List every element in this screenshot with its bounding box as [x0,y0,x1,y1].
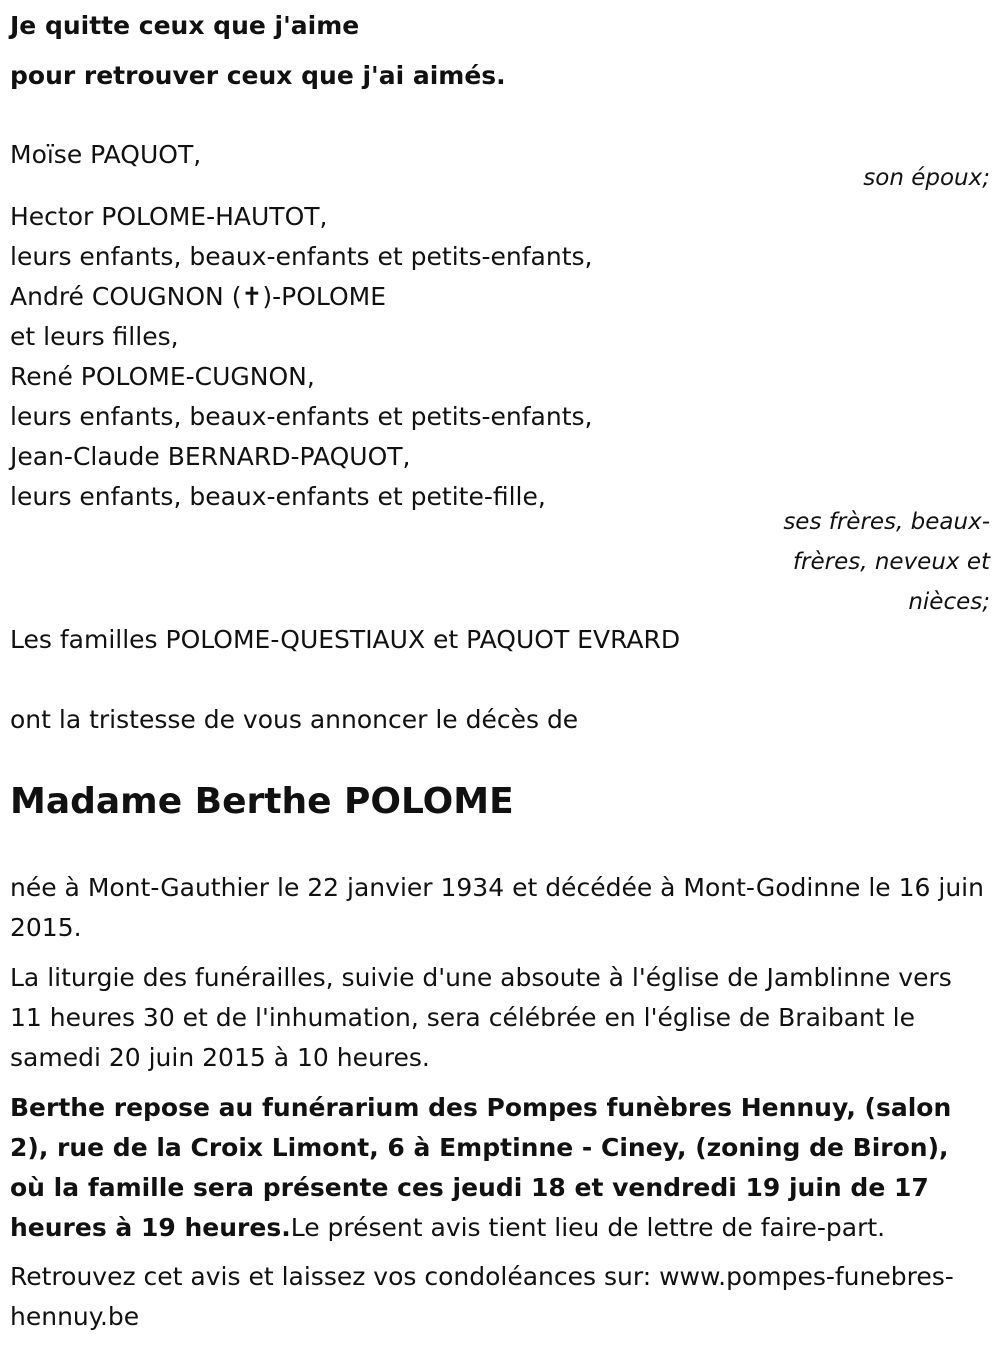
family-list [10,197,592,517]
funerarium-details: Berthe repose au funérarium des Pompes funèbres Hennuy, (salon 2), rue de la Croix Limont, 6 à Emptinne - Ciney, (zoning de Biron), où la famille sera présente ces jeudi 18 et vendredi 19 juin de 17 heures à 19 heures. [10,1093,952,1242]
faire-part-note: Le présent avis tient lieu de lettre de faire-part. [290,1213,886,1242]
family-line: leurs enfants, beaux-enfants et petits-enfants, [10,242,593,271]
announcement: ont la tristesse de vous annoncer le décès de [10,705,579,734]
quote-line-2: pour retrouver ceux que j'ai aimés. [10,61,506,90]
family-line: Hector POLOME-HAUTOT, [10,202,328,231]
family-line: Jean-Claude BERNARD-PAQUOT, [10,442,411,471]
family-line: leurs enfants, beaux-enfants et petits-enfants, [10,402,593,431]
siblings-role-line-3: nièces; [908,589,990,615]
online-condolences: Retrouvez cet avis et laissez vos condoléances sur: www.pompes-funebres-hennuy.be [10,1262,954,1331]
deceased-name: Madame Berthe POLOME [10,781,514,822]
siblings-role-line-1: ses frères, beaux- [783,509,990,535]
siblings-role-line-2: frères, neveux et [792,549,990,575]
liturgy-paragraph: La liturgie des funérailles, suivie d'une absoute à l'église de Jamblinne vers 11 heures 30 et de l'inhumation, sera célébrée en l'église de Braibant le samedi 20 juin 2015 à 10 heures. [10,963,952,1072]
birth-death-paragraph: née à Mont-Gauthier le 22 janvier 1934 et décédée à Mont-Godinne le 16 juin 2015. [10,873,984,942]
spouse-name: Moïse PAQUOT, [10,140,202,169]
family-line: André COUGNON (✝)-POLOME [10,282,387,311]
family-line: leurs enfants, beaux-enfants et petite-fille, [10,482,546,511]
spouse-role: son époux; [863,165,990,191]
families-line: Les familles POLOME-QUESTIAUX et PAQUOT EVRARD [10,625,681,654]
siblings-role [10,502,990,622]
family-line: et leurs filles, [10,322,179,351]
quote-line-1: Je quitte ceux que j'aime [10,11,360,40]
funerarium-paragraph [10,1088,990,1248]
family-line: René POLOME-CUGNON, [10,362,315,391]
